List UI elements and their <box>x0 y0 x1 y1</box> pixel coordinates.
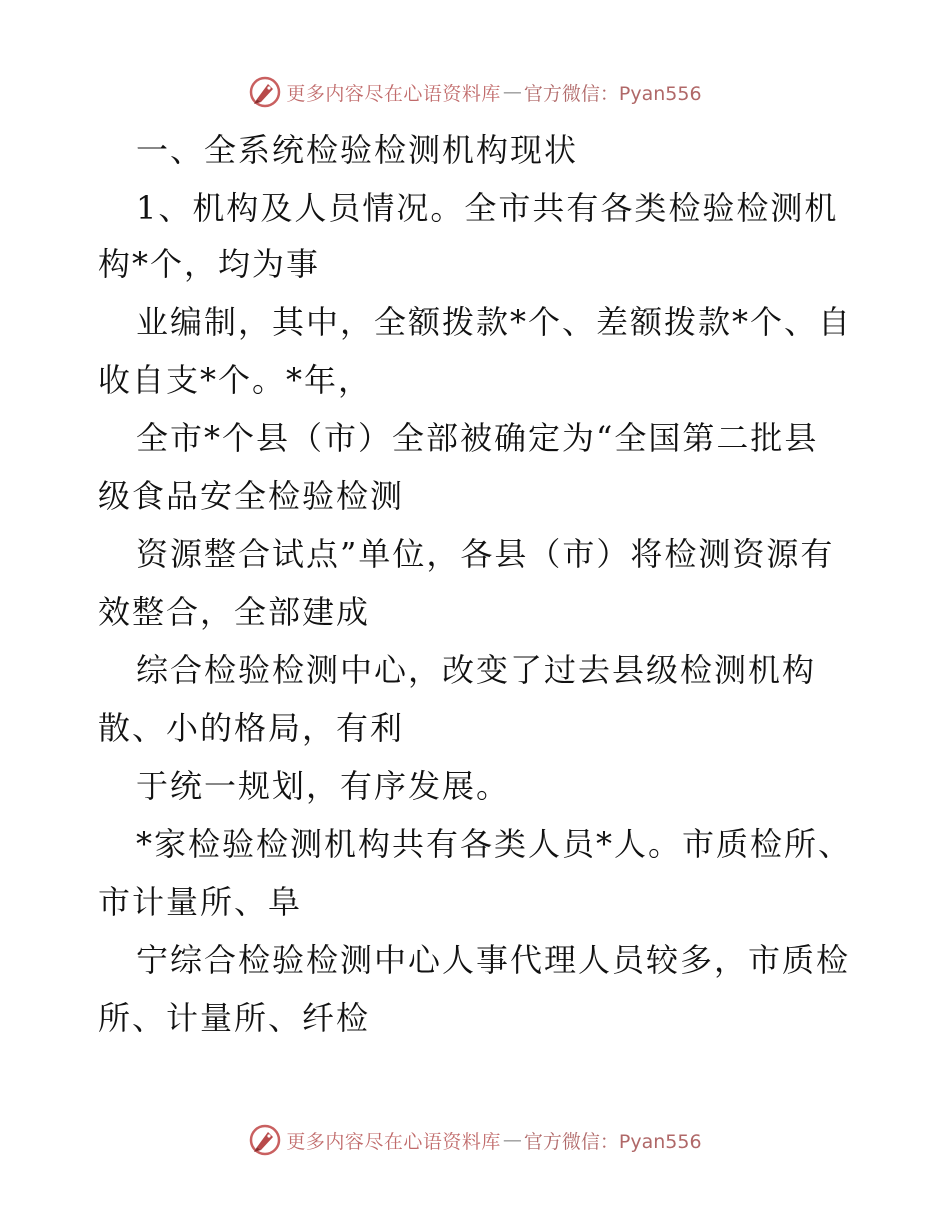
paragraph-line: 效整合，全部建成 <box>98 593 371 631</box>
paragraph-line: 宁综合检验检测中心人事代理人员较多，市质检 <box>136 941 851 979</box>
header-watermark <box>0 72 950 112</box>
paragraph-line: 综合检验检测中心，改变了过去县级检测机构 <box>136 651 817 689</box>
paragraph-line: 1、机构及人员情况。全市共有各类检验检测机 <box>136 189 839 227</box>
pen-nib-logo-icon <box>248 75 282 109</box>
watermark-text: 更多内容尽在心语资料库 <box>286 1130 501 1153</box>
paragraph-line: 资源整合试点”单位，各县（市）将检测资源有 <box>136 535 835 573</box>
paragraph-line: 收自支*个。*年， <box>98 361 373 399</box>
watermark-separator: — <box>502 81 522 103</box>
watermark-separator: — <box>502 1129 522 1151</box>
section-heading: 一、全系统检验检测机构现状 <box>136 131 579 169</box>
footer-watermark <box>0 1120 950 1160</box>
paragraph-line: 构*个，均为事 <box>98 245 321 283</box>
paragraph-line: 市计量所、阜 <box>98 883 303 921</box>
paragraph-line: 所、计量所、纤检 <box>98 999 371 1037</box>
watermark-wechat: 官方微信：Pyan556 <box>523 82 702 105</box>
paragraph-line: 业编制，其中，全额拨款*个、差额拨款*个、自 <box>136 303 853 341</box>
paragraph-line: 全市*个县（市）全部被确定为“全国第二批县 <box>136 419 819 457</box>
paragraph-line: 级食品安全检验检测 <box>98 477 405 515</box>
watermark-text: 更多内容尽在心语资料库 <box>286 82 501 105</box>
watermark-wechat: 官方微信：Pyan556 <box>523 1130 702 1153</box>
paragraph-line: 散、小的格局，有利 <box>98 709 405 747</box>
pen-nib-logo-icon <box>248 1123 282 1157</box>
paragraph-line: *家检验检测机构共有各类人员*人。市质检所、 <box>136 825 853 863</box>
paragraph-line: 于统一规划，有序发展。 <box>136 767 511 805</box>
